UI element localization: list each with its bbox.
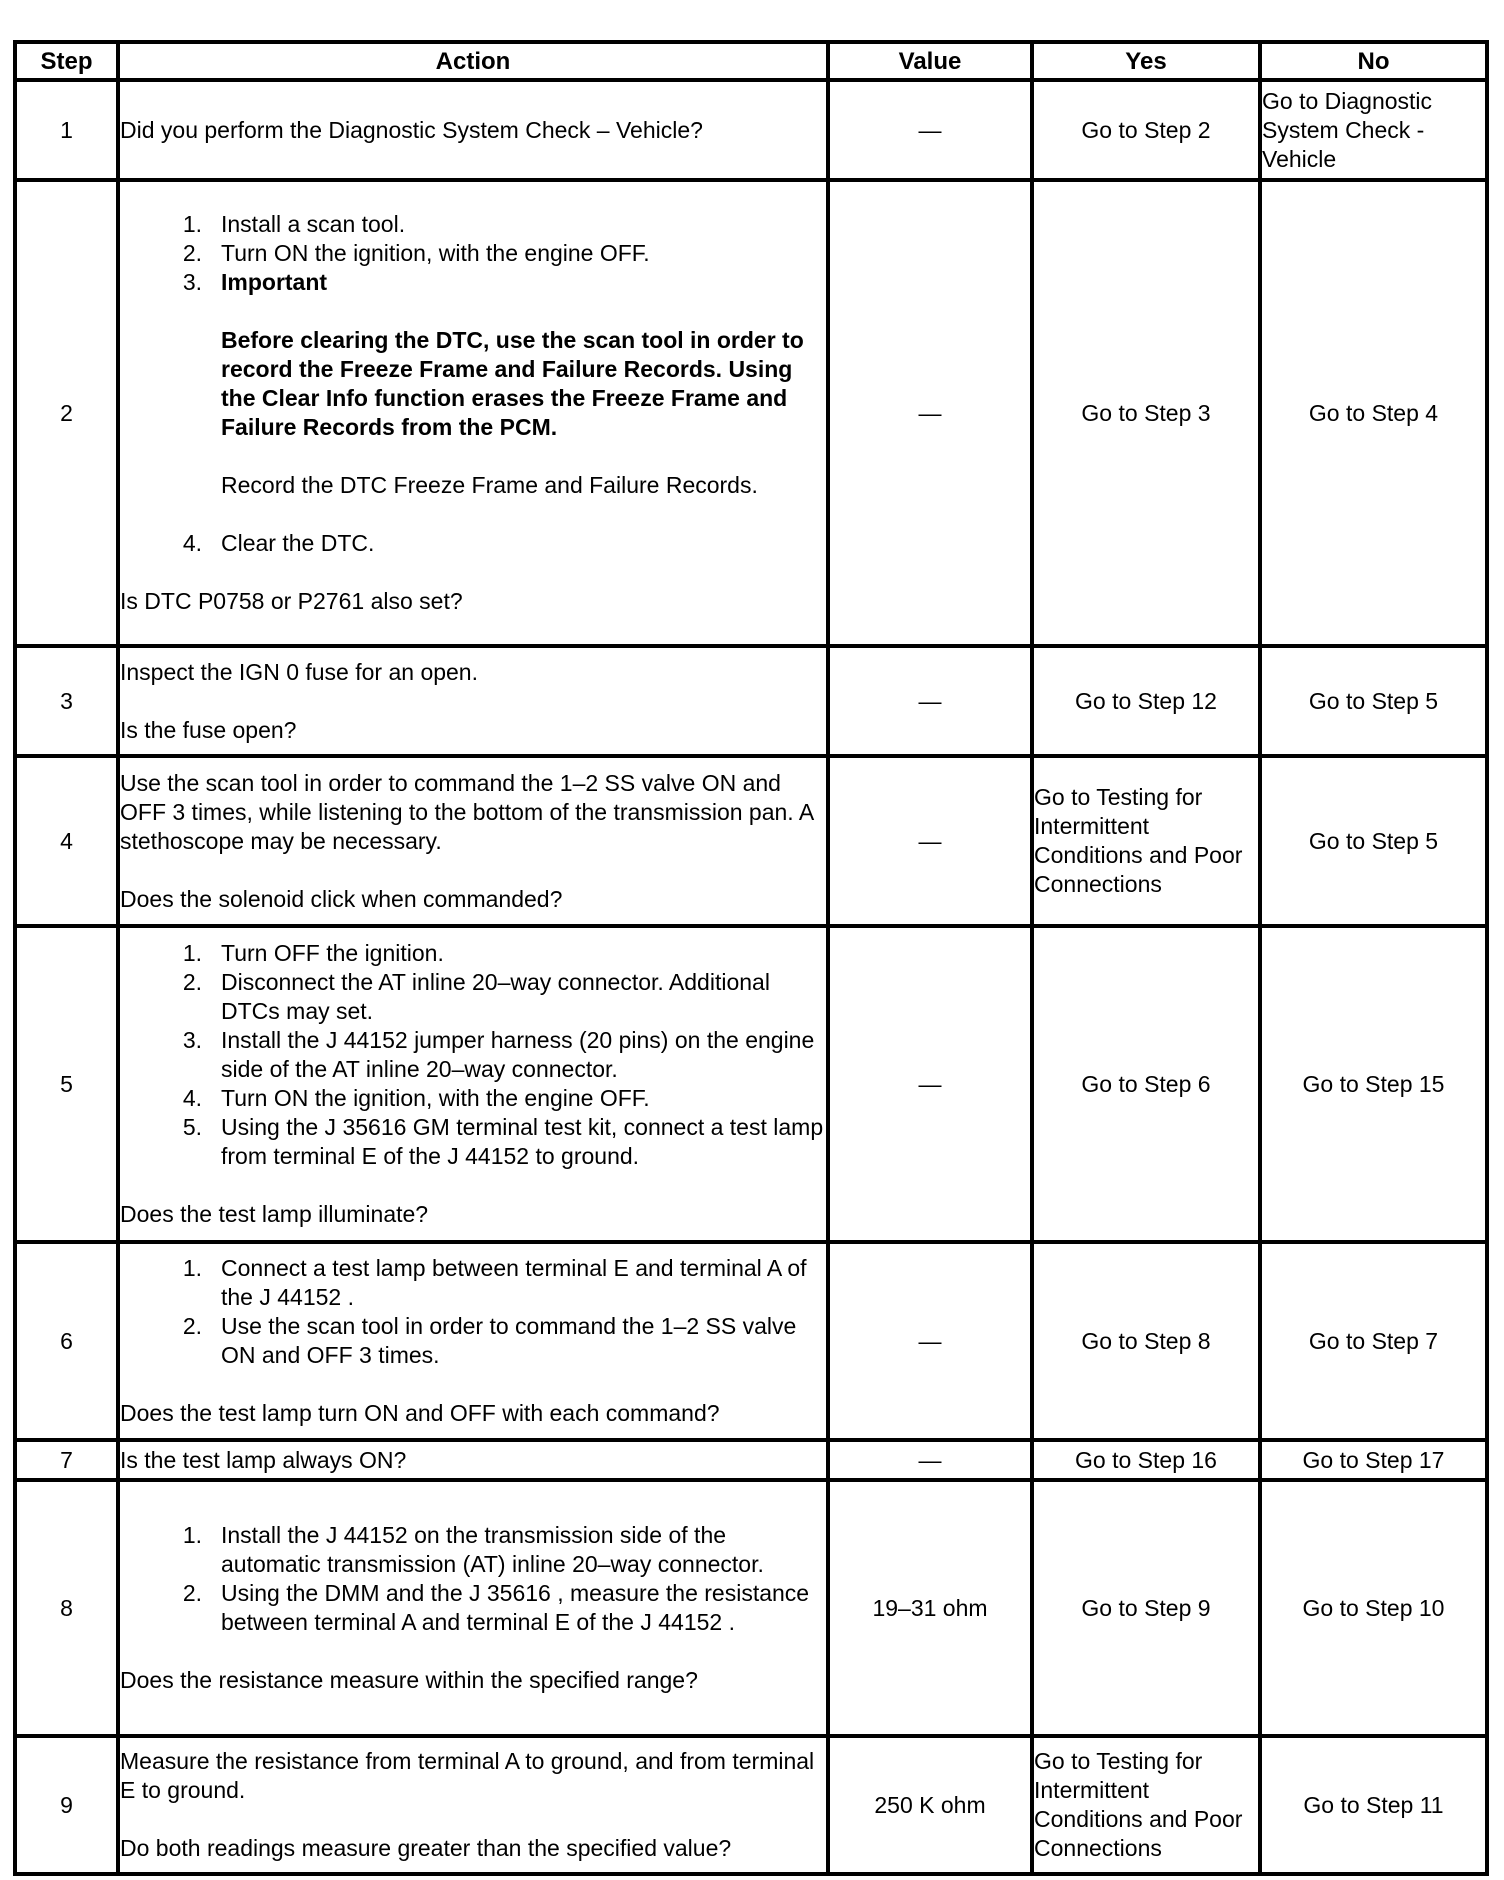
yes-cell: Go to Step 12 [1032, 646, 1260, 756]
yes-cell: Go to Step 8 [1032, 1242, 1260, 1440]
value-cell: — [828, 1242, 1032, 1440]
value-cell: 19–31 ohm [828, 1480, 1032, 1736]
list-item [120, 1254, 826, 1312]
action-question: Do both readings measure greater than the specified value? [120, 1835, 732, 1861]
header-step: Step [15, 42, 118, 80]
list-item [120, 1084, 826, 1113]
item-text: Turn ON the ignition, with the engine OFF. [221, 240, 650, 266]
no-cell: Go to Step 17 [1260, 1440, 1487, 1480]
action-text: Inspect the IGN 0 fuse for an open. [120, 658, 478, 685]
yes-cell: Go to Step 6 [1032, 926, 1260, 1242]
action-cell [118, 646, 828, 756]
list-item [120, 1521, 826, 1579]
diagnostic-table [13, 40, 1489, 1876]
action-cell [118, 1736, 828, 1874]
table-row [15, 180, 1487, 646]
item-text: Install a scan tool. [221, 211, 406, 237]
step-number: 6 [15, 1242, 118, 1440]
item-number: 1. [182, 211, 202, 237]
item-text: Install the J 44152 jumper harness (20 pins) on the engine side of the AT inline 20–way connector. [221, 1027, 815, 1082]
list-item [120, 1113, 826, 1171]
action-question: Is DTC P0758 or P2761 also set? [120, 588, 463, 614]
item-number: 1. [182, 1255, 202, 1281]
value-cell: — [828, 180, 1032, 646]
value-cell: 250 K ohm [828, 1736, 1032, 1874]
list-item [120, 239, 826, 268]
table-row [15, 756, 1487, 926]
yes-cell: Go to Step 16 [1032, 1440, 1260, 1480]
header-yes: Yes [1032, 42, 1260, 80]
no-cell: Go to Step 4 [1260, 180, 1487, 646]
item-text: Use the scan tool in order to command the 1–2 SS valve ON and OFF 3 times. [221, 1313, 797, 1368]
item-text: Turn ON the ignition, with the engine OFF. [221, 1085, 650, 1111]
table-row [15, 1736, 1487, 1874]
item-number: 3. [182, 1027, 202, 1053]
header-no: No [1260, 42, 1487, 80]
yes-cell: Go to Step 9 [1032, 1480, 1260, 1736]
value-cell: — [828, 756, 1032, 926]
action-cell [118, 180, 828, 646]
item-number: 2. [182, 969, 202, 995]
item-number: 4. [182, 530, 202, 556]
no-cell: Go to Step 5 [1260, 756, 1487, 926]
table-row [15, 1440, 1487, 1480]
action-steps [120, 939, 826, 1171]
list-item [120, 968, 826, 1026]
action-text: Is the test lamp always ON? [120, 1446, 407, 1473]
item-text: Turn OFF the ignition. [221, 940, 444, 966]
step-number: 4 [15, 756, 118, 926]
action-question: Does the test lamp turn ON and OFF with each command? [120, 1400, 720, 1426]
list-item [120, 1579, 826, 1637]
value-cell: — [828, 1440, 1032, 1480]
action-question: Does the test lamp illuminate? [120, 1201, 429, 1227]
item-number: 1. [182, 940, 202, 966]
table-row [15, 646, 1487, 756]
action-steps [120, 210, 826, 558]
item-text: Using the DMM and the J 35616 , measure the resistance between terminal A and terminal E of the J 44152 . [221, 1580, 810, 1635]
action-cell [118, 1242, 828, 1440]
table-row [15, 80, 1487, 180]
value-cell: — [828, 926, 1032, 1242]
important-note: Before clearing the DTC, use the scan tool in order to record the Freeze Frame and Failure Records. Using the Clear Info function erases the Freeze Frame and Failure Records from the PCM. [221, 327, 804, 440]
important-heading: Important [221, 269, 328, 295]
no-cell: Go to Step 10 [1260, 1480, 1487, 1736]
yes-cell: Go to Step 3 [1032, 180, 1260, 646]
item-number: 2. [182, 240, 202, 266]
action-text: Use the scan tool in order to command the 1–2 SS valve ON and OFF 3 times, while listening to the bottom of the transmission pan. A stethoscope may be necessary. [120, 769, 813, 854]
item-text: Install the J 44152 on the transmission side of the automatic transmission (AT) inline 20–way connector. [221, 1522, 764, 1577]
header-action: Action [118, 42, 828, 80]
step-number: 2 [15, 180, 118, 646]
value-cell: — [828, 80, 1032, 180]
action-cell [118, 1480, 828, 1736]
action-question: Does the solenoid click when commanded? [120, 885, 563, 912]
action-question: Does the resistance measure within the specified range? [120, 1667, 698, 1693]
list-item [120, 939, 826, 968]
item-number: 3. [182, 269, 202, 295]
table-row [15, 1480, 1487, 1736]
action-cell [118, 756, 828, 926]
step-number: 5 [15, 926, 118, 1242]
value-cell: — [828, 646, 1032, 756]
step-number: 9 [15, 1736, 118, 1874]
item-number: 4. [182, 1085, 202, 1111]
no-cell: Go to Step 5 [1260, 646, 1487, 756]
action-cell [118, 926, 828, 1242]
item-text: Connect a test lamp between terminal E and terminal A of the J 44152 . [221, 1255, 807, 1310]
step-number: 7 [15, 1440, 118, 1480]
action-steps [120, 1254, 826, 1370]
list-item [120, 268, 826, 500]
item-text: Record the DTC Freeze Frame and Failure Records. [221, 472, 758, 498]
item-text: Disconnect the AT inline 20–way connector. Additional DTCs may set. [221, 969, 770, 1024]
no-cell: Go to Step 7 [1260, 1242, 1487, 1440]
step-number: 1 [15, 80, 118, 180]
action-question: Is the fuse open? [120, 716, 297, 743]
yes-cell: Go to Step 2 [1032, 80, 1260, 180]
yes-cell: Go to Testing for Intermittent Conditions and Poor Connections [1032, 756, 1260, 926]
table-row [15, 1242, 1487, 1440]
action-steps [120, 1521, 826, 1637]
no-cell: Go to Step 15 [1260, 926, 1487, 1242]
action-text: Measure the resistance from terminal A to ground, and from terminal E to ground. [120, 1748, 815, 1803]
yes-cell: Go to Testing for Intermittent Conditions and Poor Connections [1032, 1736, 1260, 1874]
action-cell [118, 80, 828, 180]
list-item [120, 529, 826, 558]
item-number: 1. [182, 1522, 202, 1548]
item-number: 2. [182, 1580, 202, 1606]
action-text: Did you perform the Diagnostic System Check – Vehicle? [120, 116, 703, 143]
list-item [120, 1026, 826, 1084]
item-text: Using the J 35616 GM terminal test kit, connect a test lamp from terminal E of the J 44152 to ground. [221, 1114, 824, 1169]
no-cell: Go to Step 11 [1260, 1736, 1487, 1874]
item-number: 5. [182, 1114, 202, 1140]
header-row [15, 42, 1487, 80]
item-number: 2. [182, 1313, 202, 1339]
header-value: Value [828, 42, 1032, 80]
list-item [120, 1312, 826, 1370]
table-row [15, 926, 1487, 1242]
item-text: Clear the DTC. [221, 530, 375, 556]
list-item [120, 210, 826, 239]
step-number: 3 [15, 646, 118, 756]
no-cell: Go to Diagnostic System Check - Vehicle [1260, 80, 1487, 180]
action-cell [118, 1440, 828, 1480]
step-number: 8 [15, 1480, 118, 1736]
